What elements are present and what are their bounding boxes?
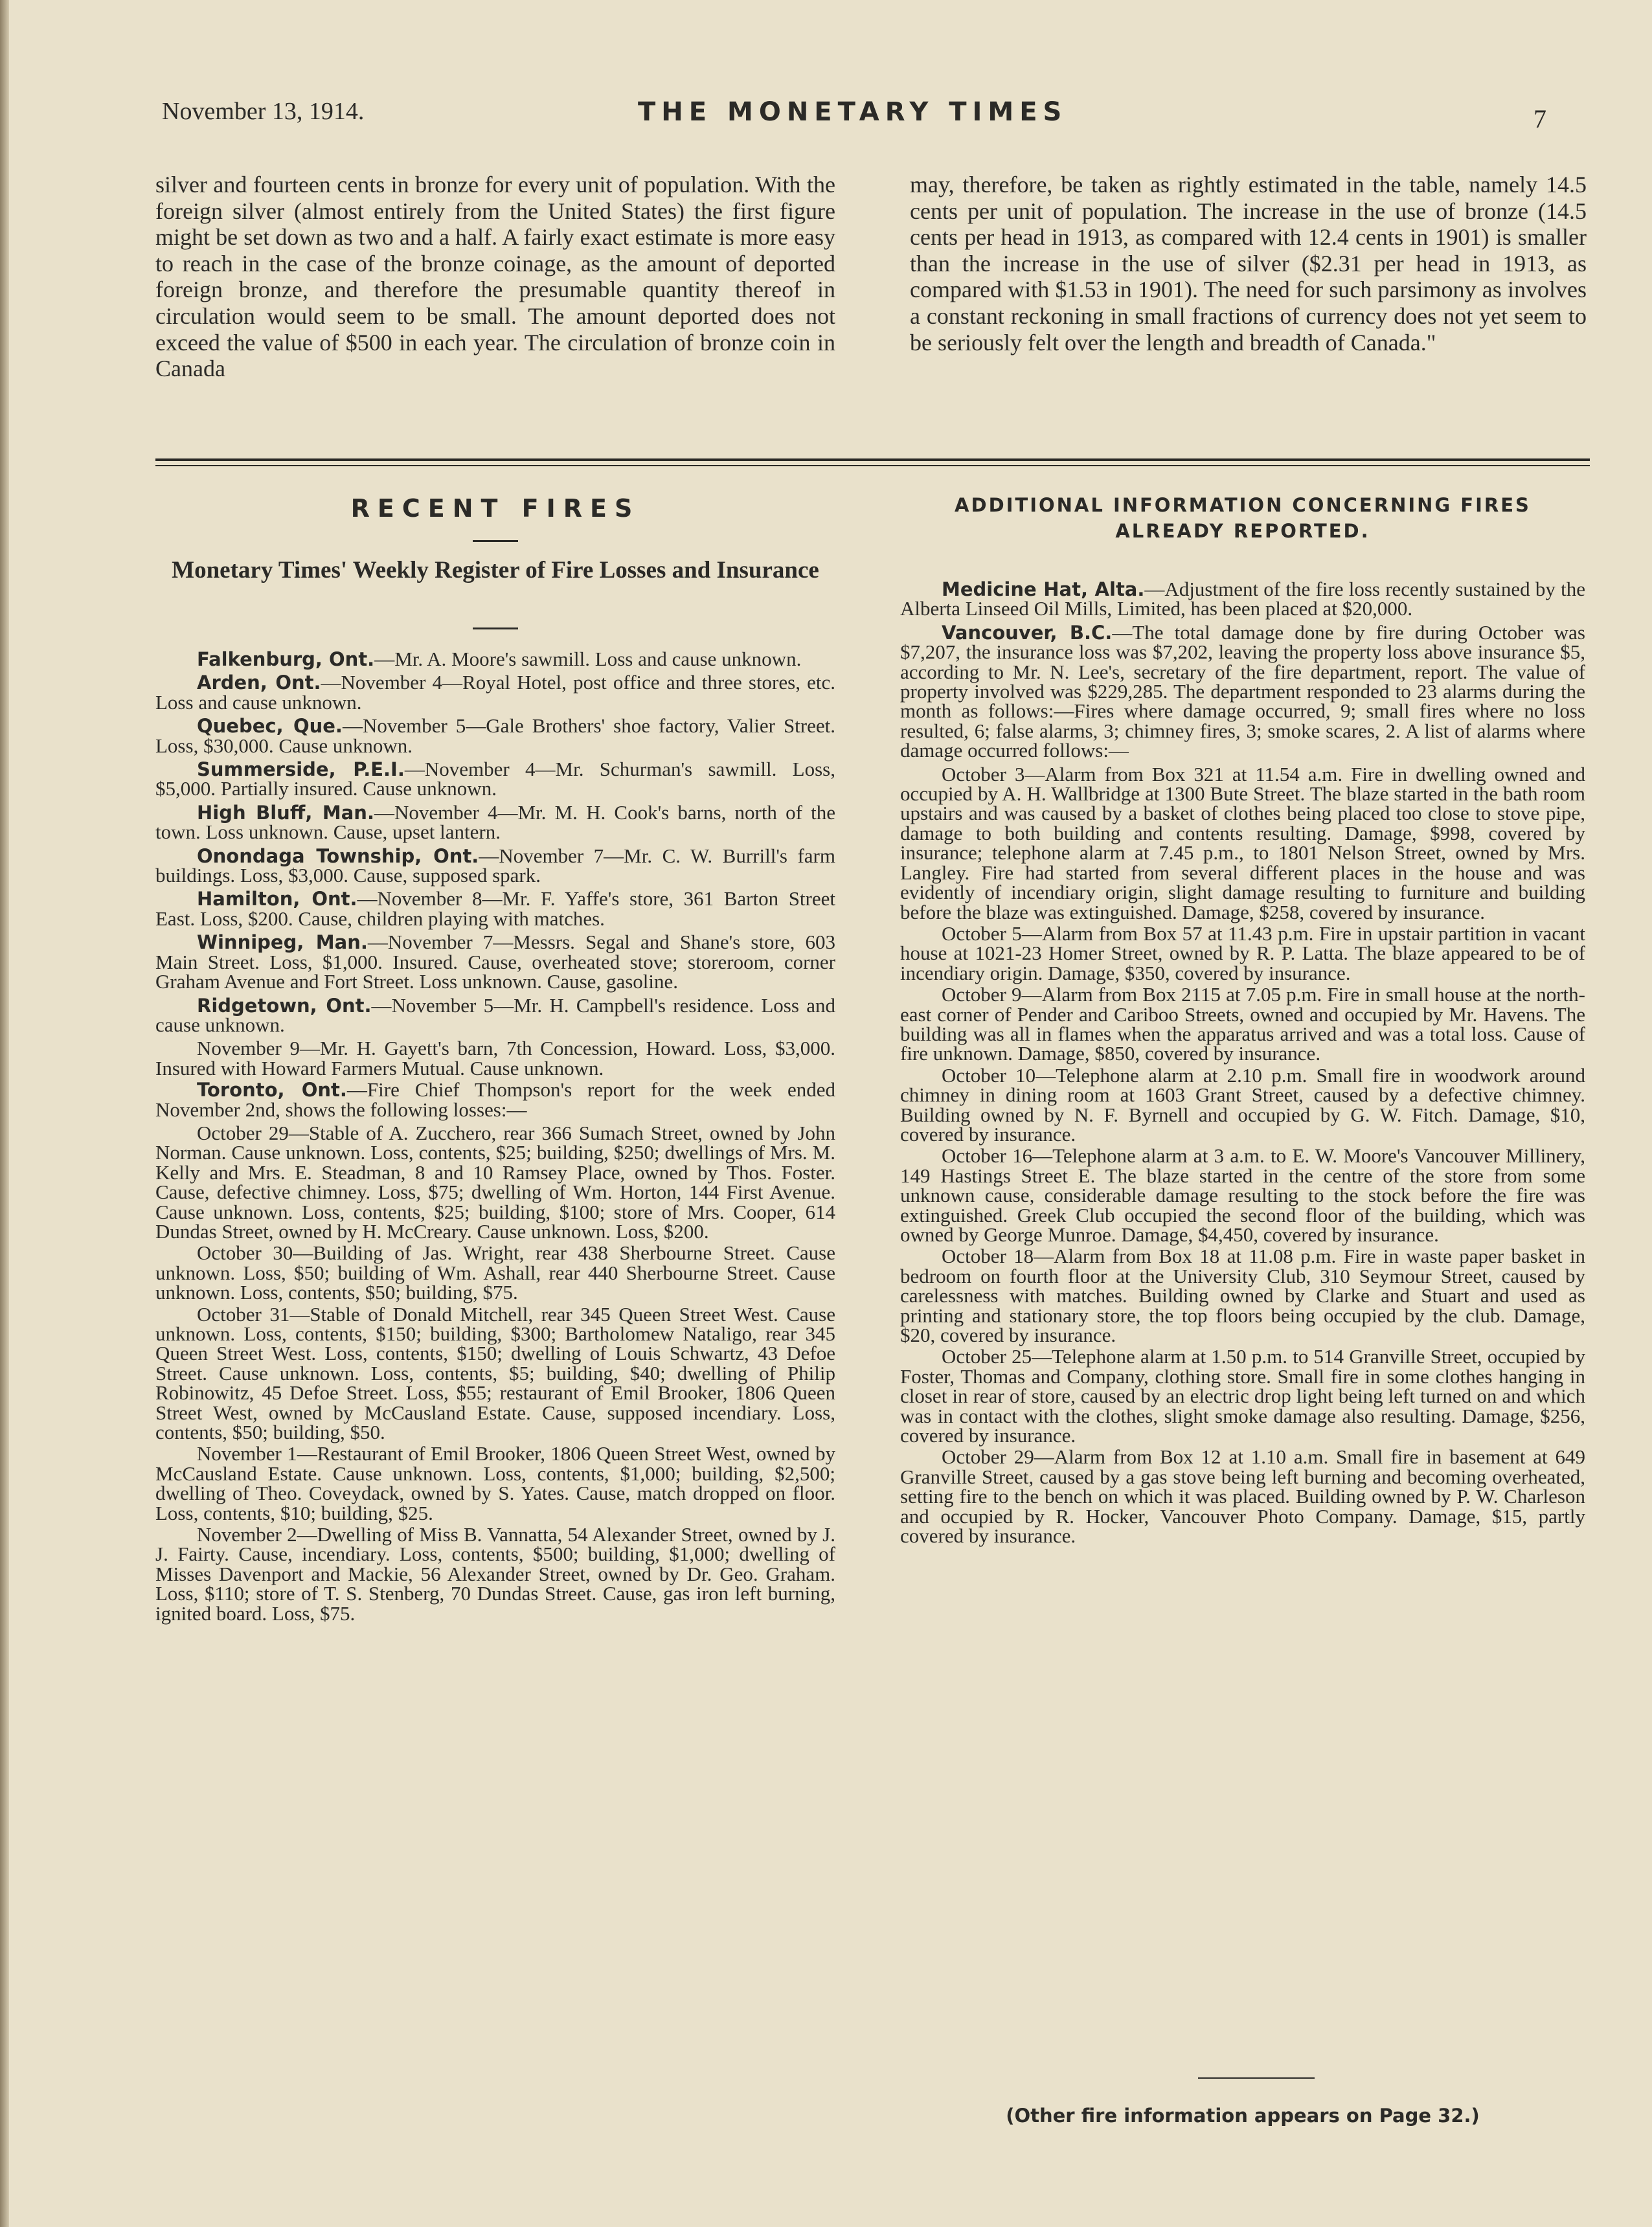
entry-text: October 18—Alarm from Box 18 at 11.08 p.m. Fire in waste paper basket in bedroom on fourth floor at the University Club, 310 Seymour Street, caused by carelessness with matches. Building owned by Clarke and Stuart and used as printing and stationary store, the top floors being occupied by the club. Damage, $20, covered by insurance. (900, 1245, 1585, 1347)
fire-entry (155, 993, 835, 1036)
section-divider-thin (155, 465, 1590, 466)
subtitle-rule (473, 627, 518, 629)
entry-text: —November 4—Royal Hotel, post office and three stores, etc. Loss and cause unknown. (155, 671, 836, 714)
fire-entry (155, 1302, 835, 1444)
recent-fires-title: RECENT FIRES (350, 494, 640, 523)
fire-entry (900, 1063, 1585, 1146)
entry-text: November 1—Restaurant of Emil Brooker, 1806 Queen Street West, owned by McCausland Estate. Cause unknown. Loss, contents, $1,000; building, $2,500; dwelling of Theo. Coveydack, owned by S. Yates. Cause, match dropped on floor. Loss, contents, $10; building, $25. (155, 1442, 835, 1524)
entry-text: October 9—Alarm from Box 2115 at 7.05 p.m. Fire in small house at the north-east corner of Pender and Cariboo Streets, owned and occupied by Mr. Havens. The building was all in flames when the apparatus arrived and was a total loss. Cause of fire unknown. Damage, $850, covered by insurance. (900, 983, 1585, 1065)
additional-info-heading: ADDITIONAL INFORMATION CONCERNING FIRES ALREADY REPORTED. (955, 494, 1531, 542)
page-number: 7 (1533, 104, 1546, 133)
entry-text: —The total damage done by fire during October was $7,207, the insurance loss was $7,202, leaving the property loss above insurance $5, according to Mr. N. Lee's, secretary of the fire department, report. The value of property involved was $229,285. The department responded to 23 alarms during the month as follows:—Fires where damage occurred, 9; small fires where no loss resulted, 6; false alarms, 3; chimney fires, 3; smoke scares, 2. A list of alarms where damage occurred follows:— (900, 620, 1586, 762)
recent-fires-subtitle: Monetary Times' Weekly Register of Fire Losses and Insurance (172, 557, 819, 583)
section-divider-thick (155, 458, 1590, 461)
entry-text: —November 4—Mr. Schurman's sawmill. Loss, $5,000. Partially insured. Cause unknown. (155, 758, 835, 800)
entry-text: —November 7—Messrs. Segal and Shane's store, 603 Main Street. Loss, $1,000. Insured. Cause, overheated stove; storeroom, corner Graham Avenue and Fort Street. Loss unknown. Cause, gasoline. (155, 931, 835, 993)
entry-text: November 2—Dwelling of Miss B. Vannatta, 54 Alexander Street, owned by J. J. Fairty. Cause, incendiary. Loss, contents, $500; building, $1,000; dwelling of Misses Davenport and Mackie, 56 Alexander Street, owned by Dr. Geo. Graham. Loss, $110; store of T. S. Stenberg, 70 Dundas Street. Cause, gas iron left burning, ignited board. Loss, $75. (155, 1523, 835, 1625)
fire-entry (155, 673, 835, 712)
fire-entry (155, 846, 835, 886)
entry-location: Onondaga Township, Ont. (197, 844, 479, 867)
fire-entry (155, 1039, 835, 1078)
page-spine-shadow (0, 0, 9, 2227)
entry-text: —November 8—Mr. F. Yaffe's store, 361 Barton Street East. Loss, $200. Cause, children playing with matches. (155, 887, 835, 930)
fire-entry (155, 1080, 835, 1120)
entry-location: Arden, Ont. (197, 672, 321, 694)
entry-text: —Fire Chief Thompson's report for the week ended November 2nd, shows the following losses:— (155, 1078, 835, 1121)
entry-text: —Adjustment of the fire loss recently sustained by the Alberta Linseed Oil Mills, Limited, has been placed at $20,000. (900, 578, 1586, 620)
entry-location: High Bluff, Man. (197, 801, 374, 824)
fire-entry (900, 1247, 1585, 1345)
entry-text: October 30—Building of Jas. Wright, rear 438 Sherbourne Street. Cause unknown. Loss, $50; building of Wm. Ashall, rear 440 Sherbourne Street. Cause unknown. Loss, contents, $50; building, $75. (155, 1241, 835, 1304)
fire-entry (900, 985, 1585, 1064)
entry-text: October 3—Alarm from Box 321 at 11.54 a.m. Fire in dwelling owned and occupied by A. H. Wallbridge at 1300 Bute Street. The blaze started in the bath room upstairs and was caused by a basket of clothes being placed too close to stove pipe, damage to both building and contents resulting. Damage, $998, covered by insurance; telephone alarm at 7.45 p.m., to 1801 Nelson Street, owned by Mrs. Langley. Fire had started from several different places in the house and was evidently of incendiary origin, slight damage resulting to furniture and building before the blaze was extinguished. Damage, $258, covered by insurance. (900, 762, 1585, 923)
entry-text: October 16—Telephone alarm at 3 a.m. to E. W. Moore's Vancouver Millinery, 149 Hastings Street E. The blaze started in the centre of the store from some unknown cause, considerable damage resulting to the stock before the fire was extinguished. Greek Club occupied the second floor of the building, which was owned by George Munroe. Damage, $4,450, covered by insurance. (900, 1144, 1585, 1246)
entry-text: —November 7—Mr. C. W. Burrill's farm buildings. Loss, $3,000. Cause, supposed spark. (155, 844, 835, 887)
entry-text: October 25—Telephone alarm at 1.50 p.m. to 514 Granville Street, occupied by Foster, Thomas and Company, clothing store. Small fire in some clothes hanging in closet in rear of store, caused by an electric drop light being left turned on and which was in contact with the clothes, slight smoke damage also resulting. Damage, $256, covered by insurance. (900, 1345, 1585, 1447)
fire-entry (155, 650, 835, 669)
entry-location: Toronto, Ont. (197, 1079, 347, 1102)
fire-entry (155, 933, 835, 991)
fire-entry (900, 1146, 1585, 1245)
fire-entry (155, 889, 835, 929)
fire-entry (155, 800, 835, 844)
entry-text: —November 5—Mr. H. Campbell's residence. Loss and cause unknown. (155, 993, 835, 1036)
recent-fires-column (155, 650, 835, 1625)
fire-entry (155, 1525, 835, 1623)
entry-location: Quebec, Que. (197, 715, 343, 738)
fire-entry (155, 716, 835, 756)
entry-location: Summerside, P.E.I. (197, 758, 405, 781)
entry-text: October 10—Telephone alarm at 2.10 p.m. Small fire in woodwork around chimney in dining room at 1603 Grant Street, caused by a defective chimney. Building owned by N. F. Byrnell and occupied by G. W. Fitch. Damage, $10, covered by insurance. (900, 1063, 1585, 1146)
entry-text: October 31—Stable of Donald Mitchell, rear 345 Queen Street West. Cause unknown. Loss, contents, $150; building, $300; Bartholomew Nataligo, rear 345 Queen Street West. Loss, contents, $150; dwelling of Louis Schwartz, 43 Defoe Street. Cause unknown. Loss, contents, $5; building, $40; dwelling of Philip Robinowitz, 45 Defoe Street. Loss, $55; restaurant of Emil Brooker, 1806 Queen Street West, owned by McCausland Estate. Cause, supposed incendiary. Loss, contents, $50; building, $50. (155, 1302, 835, 1444)
entry-text: —Mr. A. Moore's sawmill. Loss and cause unknown. (374, 648, 802, 670)
entry-location: Hamilton, Ont. (197, 888, 357, 910)
entry-location: Falkenburg, Ont. (197, 648, 375, 670)
intro-right-column: may, therefore, be taken as rightly estimated in the table, namely 14.5 cents per unit of population. The increase in the use of bronze (14.5 cents per head in 1913, as compared with 12.4 cents in 1901) is smaller than the increase in the use of silver ($2.31 per head in 1913, as compared with $1.53 in 1901). The need for such parsimony as involves a constant reckoning in small fractions of currency does not yet seem to be seriously felt over the length and breadth of Canada." (910, 172, 1587, 356)
title-rule (473, 540, 518, 542)
additional-info-column (900, 580, 1585, 1548)
entry-text: —November 4—Mr. M. H. Cook's barns, north of the town. Loss unknown. Cause, upset lantern. (155, 800, 835, 844)
fire-entry (155, 760, 835, 799)
issue-date: November 13, 1914. (162, 98, 365, 125)
entry-text: —November 5—Gale Brothers' shoe factory, Valier Street. Loss, $30,000. Cause unknown. (155, 714, 835, 757)
fire-entry (900, 580, 1585, 619)
end-rule (1198, 2077, 1315, 2079)
fire-entry (900, 762, 1585, 923)
entry-location: Medicine Hat, Alta. (942, 578, 1145, 600)
fire-entry (900, 620, 1586, 762)
entry-text: October 5—Alarm from Box 57 at 11.43 p.m. Fire in upstair partition in vacant house at 1021-23 Homer Street, owned by R. P. Latta. The blaze appeared to be of incendiary origin. Damage, $350, covered by insurance. (900, 921, 1585, 984)
entry-text: November 9—Mr. H. Gayett's barn, 7th Concession, Howard. Loss, $3,000. Insured with Howard Farmers Mutual. Cause unknown. (155, 1037, 835, 1080)
entry-location: Winnipeg, Man. (197, 931, 368, 954)
fire-entry (155, 1444, 835, 1523)
entry-location: Ridgetown, Ont. (197, 994, 372, 1017)
other-fire-info-note: (Other fire information appears on Page 32.) (1006, 2105, 1480, 2127)
fire-entry (900, 1447, 1585, 1546)
fire-entry (900, 921, 1585, 984)
fire-entry (155, 1121, 835, 1243)
intro-left-column: silver and fourteen cents in bronze for every unit of population. With the foreign silver (almost entirely from the United States) the first figure might be set down as two and a half. A fairly exact estimate is more easy to reach in the case of the bronze coinage, as the amount of deported foreign bronze, and therefore the presumable quantity thereof in circulation would seem to be small. The amount deported does not exceed the value of $500 in each year. The circulation of bronze coin in Canada (155, 172, 835, 382)
entry-text: October 29—Alarm from Box 12 at 1.10 a.m. Small fire in basement at 649 Granville Street, caused by a gas stove being left burning and becoming overheated, setting fire to the bench on which it was placed. Building owned by P. W. Charleson and occupied by R. Hocker, Vancouver Photo Company. Damage, $15, partly covered by insurance. (900, 1445, 1585, 1548)
fire-entry (900, 1347, 1585, 1445)
fire-entry (155, 1243, 835, 1302)
publication-title: THE MONETARY TIMES (638, 97, 1068, 127)
entry-location: Vancouver, B.C. (942, 621, 1113, 644)
entry-text: October 29—Stable of A. Zucchero, rear 366 Sumach Street, owned by John Norman. Cause unknown. Loss, contents, $25; building, $250; dwellings of Mrs. M. Kelly and Mrs. E. Steadman, 8 and 10 Ramsey Place, owned by Thos. Foster. Cause, defective chimney. Loss, $75; dwelling of Wm. Horton, 144 First Avenue. Cause unknown. Loss, contents, $25; building, $100; store of Mrs. Cooper, 614 Dundas Street, owned by H. McCreary. Cause unknown. Loss, $200. (155, 1121, 835, 1243)
